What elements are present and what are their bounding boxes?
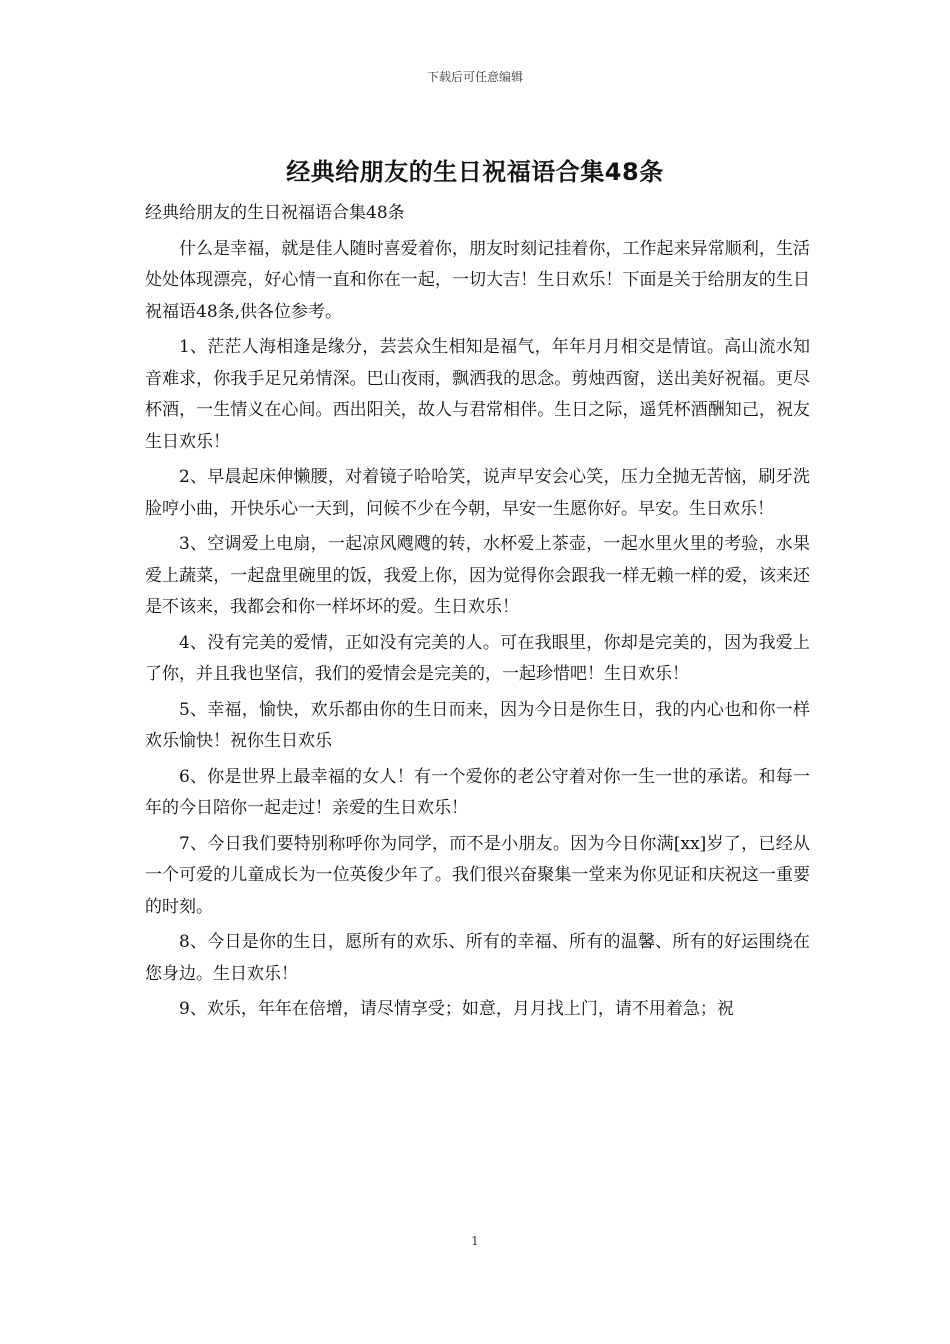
wish-paragraph-7: 7、今日我们要特别称呼你为同学，而不是小朋友。因为今日你满[xx]岁了，已经从一个可爱的儿童成长为一位英俊少年了。我们很兴奋聚集一堂来为你见证和庆祝这一重要的时刻。 [145,833,810,917]
wish-paragraph-9: 9、欢乐，年年在倍增，请尽情享受；如意，月月找上门，请不用着急；祝 [179,999,734,1019]
intro-paragraph: 什么是幸福，就是佳人随时喜爱着你，朋友时刻记挂着你，工作起来异常顺利，生活处处体现漂亮，好心情一直和你在一起，一切大吉！生日欢乐！下面是关于给朋友的生日祝福语48条,供各位参考。 [145,238,810,322]
wish-paragraph-4: 4、没有完美的爱情，正如没有完美的人。可在我眼里，你却是完美的，因为我爱上了你，并且我也坚信，我们的爱情会是完美的，一起珍惜吧！生日欢乐！ [145,632,810,684]
header-note: 下载后可任意编辑 [426,70,523,84]
document-title: 经典给朋友的生日祝福语合集48条 [286,158,664,186]
wish-paragraph-1: 1、茫茫人海相逢是缘分，芸芸众生相知是福气，年年月月相交是情谊。高山流水知音难求，你我手足兄弟情深。巴山夜雨，飘洒我的思念。剪烛西窗，送出美好祝福。更尽杯酒，一生情义在心间。西出阳关，故人与君常相伴。生日之际，遥凭杯酒酬知己，祝友生日欢乐！ [145,337,810,452]
document-subtitle: 经典给朋友的生日祝福语合集48条 [145,203,405,223]
wish-paragraph-5: 5、幸福，愉快，欢乐都由你的生日而来，因为今日是你生日，我的内心也和你一样欢乐愉快！祝你生日欢乐 [145,699,810,751]
document-body [145,198,810,1030]
wish-paragraph-3: 3、空调爱上电扇，一起凉风飕飕的转，水杯爱上茶壶，一起水里火里的考验，水果爱上蔬菜，一起盘里碗里的饭，我爱上你，因为觉得你会跟我一样无赖一样的爱，该来还是不该来，我都会和你一样坏坏的爱。生日欢乐！ [145,534,810,617]
wish-paragraph-2: 2、早晨起床伸懒腰，对着镜子哈哈笑，说声早安会心笑，压力全抛无苦恼，刷牙洗脸哼小曲，开快乐心一天到，问候不少在今朝，早安一生愿你好。早安。生日欢乐！ [145,467,810,519]
wish-paragraph-8: 8、今日是你的生日，愿所有的欢乐、所有的幸福、所有的温馨、所有的好运围绕在您身边。生日欢乐！ [145,932,810,984]
wish-paragraph-6: 6、你是世界上最幸福的女人！有一个爱你的老公守着对你一生一世的承诺。和每一年的今日陪你一起走过！亲爱的生日欢乐！ [145,766,810,818]
page-number: 1 [471,1234,479,1248]
